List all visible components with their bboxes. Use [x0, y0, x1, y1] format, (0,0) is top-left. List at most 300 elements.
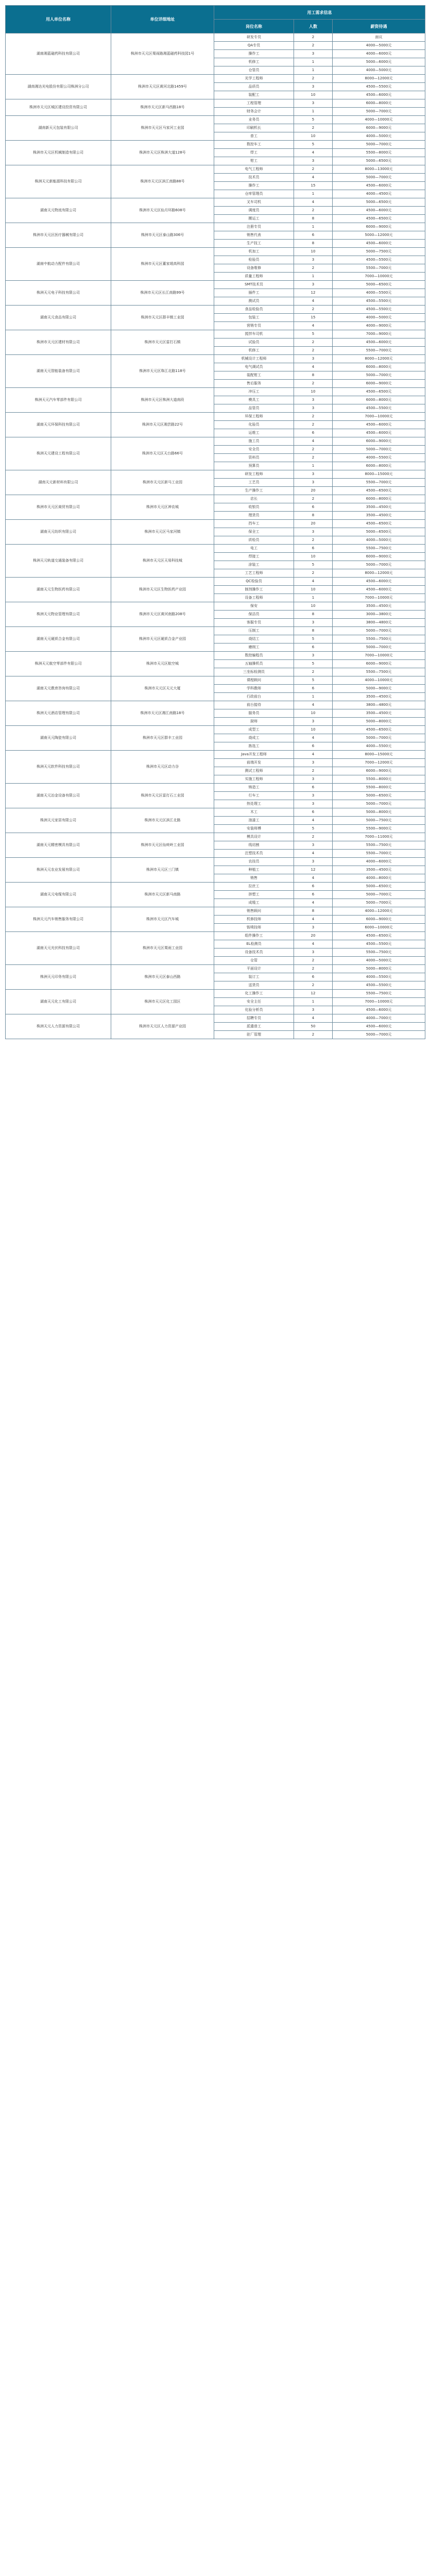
table-row	[6, 652, 425, 660]
job-position: 模具设计	[214, 833, 294, 841]
job-position: 组件操作工	[214, 932, 294, 940]
job-salary: 5500—8000元	[333, 784, 425, 792]
job-count: 2	[294, 347, 333, 355]
job-salary: 5000—7000元	[333, 108, 425, 116]
job-count: 8	[294, 371, 333, 380]
job-salary: 5000—7000元	[333, 141, 425, 149]
job-salary: 3500—4500元	[333, 709, 425, 718]
company-name: 株洲天元家居有限公司	[6, 808, 111, 833]
job-salary: 8000—12000元	[333, 355, 425, 363]
company-address: 株洲市天元区黄河南路208号	[111, 602, 214, 627]
job-position: 调度员	[214, 207, 294, 215]
job-salary: 5000—12000元	[333, 231, 425, 240]
job-salary: 5000—7000元	[333, 899, 425, 907]
job-count: 5	[294, 141, 333, 149]
job-salary: 5000—7000元	[333, 800, 425, 808]
job-salary: 5000—6500元	[333, 198, 425, 207]
job-position: 检验员	[214, 256, 294, 264]
job-salary: 6000—8000元	[333, 462, 425, 470]
company-name: 株洲天元印务有限公司	[6, 965, 111, 990]
job-salary: 7000—12000元	[333, 759, 425, 767]
job-position: 拣选工	[214, 742, 294, 751]
company-name: 株洲天元电子科技有限公司	[6, 281, 111, 306]
job-salary: 4500—6000元	[333, 429, 425, 437]
job-position: 驻厂管理	[214, 1031, 294, 1039]
job-position: 招聘专员	[214, 1014, 294, 1023]
job-position: 营销专员	[214, 322, 294, 330]
job-salary: 7000—10000元	[333, 594, 425, 602]
job-count: 8	[294, 512, 333, 520]
job-count: 10	[294, 388, 333, 396]
header-salary: 薪资待遇	[333, 20, 425, 33]
job-count: 15	[294, 182, 333, 190]
company-address: 株洲市天元区黄河北路1459号	[111, 75, 214, 99]
job-position: 装订工	[214, 973, 294, 981]
job-salary: 4000—5000元	[333, 536, 425, 545]
company-name: 湖南天元电缆有限公司	[6, 883, 111, 907]
company-name: 株洲市天元区医疗器械有限公司	[6, 223, 111, 248]
job-count: 3	[294, 800, 333, 808]
job-count: 2	[294, 165, 333, 174]
company-name: 湖南天元教育咨询有限公司	[6, 676, 111, 701]
job-count: 4	[294, 817, 333, 825]
job-count: 5	[294, 330, 333, 338]
job-salary: 3500—4500元	[333, 503, 425, 512]
job-position: 电气工程师	[214, 165, 294, 174]
job-position: 理货员	[214, 512, 294, 520]
table-row	[6, 355, 425, 363]
job-count: 6	[294, 503, 333, 512]
job-count: 2	[294, 380, 333, 388]
table-row	[6, 1014, 425, 1023]
table-row	[6, 165, 425, 174]
table-row	[6, 281, 425, 289]
company-address: 株洲市天元区泰山路306号	[111, 223, 214, 248]
job-salary: 4500—5500元	[333, 256, 425, 264]
job-count: 10	[294, 726, 333, 734]
job-salary: 4000—6000元	[333, 858, 425, 866]
job-position: 销售	[214, 874, 294, 883]
job-count: 4	[294, 734, 333, 742]
company-address: 株洲市天元区雷打石镇	[111, 330, 214, 355]
job-count: 4	[294, 701, 333, 709]
job-salary: 3500—4500元	[333, 866, 425, 874]
job-salary: 5500—8000元	[333, 149, 425, 157]
job-position: 焊工	[214, 149, 294, 157]
job-count: 6	[294, 429, 333, 437]
job-position: 送货员	[214, 981, 294, 990]
job-salary: 5000—8000元	[333, 718, 425, 726]
company-name: 株洲市天元区建材有限公司	[6, 330, 111, 355]
job-salary: 6000—9000元	[333, 553, 425, 561]
job-position: 销售代表	[214, 231, 294, 240]
job-position: 设备技术员	[214, 948, 294, 957]
job-salary: 5000—8000元	[333, 808, 425, 817]
company-address: 株洲市天元区天台路66号	[111, 437, 214, 470]
job-salary: 6000—8000元	[333, 396, 425, 404]
job-position: 油漆工	[214, 817, 294, 825]
job-position: 资料员	[214, 454, 294, 462]
job-position: 实施工程师	[214, 775, 294, 784]
job-salary: 4500—5500元	[333, 297, 425, 306]
table-row	[6, 602, 425, 611]
job-count: 4	[294, 578, 333, 586]
job-position: 装配工	[214, 91, 294, 99]
job-position: 涂装工	[214, 561, 294, 569]
company-name: 湖南天元生物医药有限公司	[6, 578, 111, 602]
job-count: 1	[294, 998, 333, 1006]
job-count: 2	[294, 454, 333, 462]
company-address: 株洲市天元区航空城	[111, 652, 214, 676]
company-address: 株洲市天元区新马工业园	[111, 470, 214, 495]
table-row	[6, 784, 425, 792]
job-salary: 4000—5500元	[333, 289, 425, 297]
job-count: 3	[294, 718, 333, 726]
job-count: 12	[294, 866, 333, 874]
job-position: 机修工	[214, 58, 294, 66]
table-row	[6, 248, 425, 256]
job-position: 厨师	[214, 718, 294, 726]
job-count: 3	[294, 281, 333, 289]
job-count: 2	[294, 338, 333, 347]
company-address: 株洲市天元区汽车城	[111, 907, 214, 932]
job-salary: 4500—6500元	[333, 215, 425, 223]
job-salary: 4000—10000元	[333, 116, 425, 124]
job-position: 磨削工	[214, 643, 294, 652]
job-count: 2	[294, 264, 333, 273]
job-salary: 5500—8000元	[333, 775, 425, 784]
company-address: 株洲市天元区雷打石工业园	[111, 784, 214, 808]
job-count: 3	[294, 83, 333, 91]
job-count: 20	[294, 487, 333, 495]
table-row	[6, 495, 425, 503]
job-salary: 4000—7000元	[333, 1014, 425, 1023]
job-position: Java开发工程师	[214, 751, 294, 759]
table-row	[6, 676, 425, 685]
job-salary: 5000—7000元	[333, 446, 425, 454]
job-count: 3	[294, 792, 333, 800]
job-position: SMT技术员	[214, 281, 294, 289]
job-count: 2	[294, 207, 333, 215]
job-position: 热处理工	[214, 800, 294, 808]
table-row	[6, 437, 425, 446]
job-position: 环保工程师	[214, 413, 294, 421]
job-salary: 5500—7500元	[333, 668, 425, 676]
job-position: 数控编程员	[214, 652, 294, 660]
company-name: 株洲天元软件科技有限公司	[6, 751, 111, 784]
job-position: 机械设计工程师	[214, 355, 294, 363]
company-address: 株洲市天元区长江南路99号	[111, 281, 214, 306]
job-count: 2	[294, 981, 333, 990]
job-salary: 4000—5500元	[333, 742, 425, 751]
job-count: 3	[294, 157, 333, 165]
company-name: 湖南天元环保科技有限公司	[6, 413, 111, 437]
job-position: 插件工	[214, 289, 294, 297]
company-name: 湖南天元新材料有限公司	[6, 470, 111, 495]
job-position: 质检员	[214, 536, 294, 545]
company-address: 株洲市天元区三门镇	[111, 858, 214, 883]
job-count: 4	[294, 322, 333, 330]
job-salary: 4500—6000元	[333, 421, 425, 429]
job-position: 客服专员	[214, 619, 294, 627]
job-salary: 5000—6500元	[333, 157, 425, 165]
company-name: 湖南新天元包装有限公司	[6, 116, 111, 141]
job-position: 化验分析员	[214, 1006, 294, 1014]
table-row	[6, 75, 425, 83]
job-salary: 4000—4500元	[333, 190, 425, 198]
job-salary: 8000—15000元	[333, 751, 425, 759]
job-position: 压制工	[214, 627, 294, 635]
job-count: 20	[294, 932, 333, 940]
job-count: 2	[294, 668, 333, 676]
job-count: 50	[294, 1023, 333, 1031]
job-salary: 6000—9000元	[333, 916, 425, 924]
company-address: 株洲市天元区群丰工业园	[111, 726, 214, 751]
job-salary: 4000—5000元	[333, 314, 425, 322]
job-salary: 4500—5500元	[333, 404, 425, 413]
company-name: 湖南天元硬质合金有限公司	[6, 627, 111, 652]
job-count: 4	[294, 940, 333, 948]
job-position: 种植工	[214, 866, 294, 874]
job-salary: 3500—4500元	[333, 693, 425, 701]
job-salary: 8000—13000元	[333, 165, 425, 174]
table-row	[6, 808, 425, 817]
job-count: 2	[294, 42, 333, 50]
table-row	[6, 141, 425, 149]
job-position: 叉车司机	[214, 198, 294, 207]
job-count: 4	[294, 198, 333, 207]
job-salary: 5000—6500元	[333, 792, 425, 800]
job-count: 2	[294, 33, 333, 42]
job-salary: 5500—7000元	[333, 264, 425, 273]
company-name: 株洲天元轨道交通装备有限公司	[6, 545, 111, 578]
job-count: 6	[294, 643, 333, 652]
job-count: 2	[294, 446, 333, 454]
job-position: 注册专员	[214, 223, 294, 231]
job-count: 2	[294, 833, 333, 841]
job-count: 1	[294, 223, 333, 231]
job-count: 4	[294, 1014, 333, 1023]
company-name: 湖南湘达光电股份有限公司株洲分公司	[6, 75, 111, 99]
job-count: 3	[294, 1006, 333, 1014]
job-position: 安全员	[214, 446, 294, 454]
job-position: 机加工	[214, 248, 294, 256]
job-position: 研发工程师	[214, 470, 294, 479]
job-position: 三坐标检测员	[214, 668, 294, 676]
job-count: 4	[294, 174, 333, 182]
company-address: 株洲市天元区新马西路18号	[111, 99, 214, 116]
company-address: 株洲市天元区株洲大道南段	[111, 388, 214, 413]
job-count: 3	[294, 652, 333, 660]
job-salary: 4000—5500元	[333, 973, 425, 981]
job-position: 操作工	[214, 50, 294, 58]
job-count: 10	[294, 602, 333, 611]
job-count: 2	[294, 306, 333, 314]
company-name: 株洲天元人力资源有限公司	[6, 1014, 111, 1039]
job-count: 3	[294, 775, 333, 784]
job-count: 4	[294, 149, 333, 157]
job-position: 测试员	[214, 297, 294, 306]
job-count: 4	[294, 899, 333, 907]
job-position: 保安	[214, 602, 294, 611]
job-position: 设备维修	[214, 264, 294, 273]
job-salary: 4500—5500元	[333, 83, 425, 91]
job-count: 3	[294, 396, 333, 404]
job-position: 技术员	[214, 174, 294, 182]
job-salary: 4000—5500元	[333, 454, 425, 462]
company-address: 株洲市天元区仙月环路608号	[111, 198, 214, 223]
company-address: 株洲市天元区珠江北路118号	[111, 355, 214, 388]
job-salary: 6000—8000元	[333, 363, 425, 371]
job-salary: 4000—5000元	[333, 132, 425, 141]
job-position: 品管员	[214, 404, 294, 413]
table-row	[6, 627, 425, 635]
job-salary: 5000—7000元	[333, 561, 425, 569]
table-row	[6, 99, 425, 108]
job-salary: 4500—6000元	[333, 182, 425, 190]
job-count: 3	[294, 479, 333, 487]
job-salary: 4500—6500元	[333, 726, 425, 734]
table-row	[6, 33, 425, 42]
job-position: 设备工程师	[214, 594, 294, 602]
job-salary: 5000—8000元	[333, 965, 425, 973]
job-position: 仓管员	[214, 66, 294, 75]
job-position: 工程管理	[214, 99, 294, 108]
job-table-body	[6, 33, 425, 1039]
table-row	[6, 858, 425, 866]
job-position: 钣喷技师	[214, 924, 294, 932]
company-address: 株洲市天元区人力资源产业园	[111, 1014, 214, 1039]
job-salary: 5500—7000元	[333, 479, 425, 487]
job-position: 冲压工	[214, 388, 294, 396]
job-salary: 6000—9000元	[333, 767, 425, 775]
job-position: 钳工	[214, 157, 294, 165]
job-table	[5, 5, 425, 1039]
job-position: 服务员	[214, 709, 294, 718]
job-salary: 6000—8000元	[333, 495, 425, 503]
job-count: 5	[294, 116, 333, 124]
job-count: 2	[294, 957, 333, 965]
company-address: 株洲市天元区湘江南路18号	[111, 701, 214, 726]
company-name: 株洲天元农业发展有限公司	[6, 858, 111, 883]
job-position: 前台接待	[214, 701, 294, 709]
company-name: 湖南天元物流有限公司	[6, 198, 111, 223]
job-salary: 5000—6500元	[333, 528, 425, 536]
company-address: 株洲市天元区栗雨路湘蓝磁药科技园1号	[111, 33, 214, 75]
job-count: 3	[294, 858, 333, 866]
company-address: 株洲市天元区硬质合金产业园	[111, 627, 214, 652]
job-position: 挤塑工	[214, 891, 294, 899]
job-salary: 7000—10000元	[333, 652, 425, 660]
job-position: 机修工	[214, 347, 294, 355]
job-position: 试验员	[214, 338, 294, 347]
job-salary: 4500—6000元	[333, 207, 425, 215]
job-salary: 4500—6000元	[333, 91, 425, 99]
company-address: 株洲市天元区天元大厦	[111, 676, 214, 701]
job-count: 3	[294, 841, 333, 850]
job-count: 6	[294, 973, 333, 981]
job-count: 6	[294, 545, 333, 553]
job-position: 品质员	[214, 83, 294, 91]
job-count: 5	[294, 561, 333, 569]
table-row	[6, 932, 425, 940]
job-count: 5	[294, 660, 333, 668]
job-count: 2	[294, 421, 333, 429]
job-salary: 5000—7000元	[333, 643, 425, 652]
table-row	[6, 701, 425, 709]
job-position: 仓库管理员	[214, 190, 294, 198]
job-position: 五轴操机员	[214, 660, 294, 668]
job-count: 3	[294, 50, 333, 58]
job-position: 学科教师	[214, 685, 294, 693]
table-row	[6, 470, 425, 479]
table-row	[6, 223, 425, 231]
job-position: QA专员	[214, 42, 294, 50]
job-salary: 7000—10000元	[333, 413, 425, 421]
job-salary: 6000—10000元	[333, 924, 425, 932]
job-salary: 5500—9000元	[333, 825, 425, 833]
job-position: 成缆工	[214, 899, 294, 907]
job-position: 生产技工	[214, 240, 294, 248]
job-position: QC检验员	[214, 578, 294, 586]
job-position: 行车工	[214, 792, 294, 800]
table-row	[6, 965, 425, 973]
job-count: 10	[294, 553, 333, 561]
company-name: 株洲天元新能源科技有限公司	[6, 165, 111, 198]
job-salary: 4500—6000元	[333, 1023, 425, 1031]
job-count: 1	[294, 273, 333, 281]
company-name: 湖南天元食品有限公司	[6, 306, 111, 330]
job-count: 2	[294, 965, 333, 973]
table-row	[6, 330, 425, 338]
company-address: 株洲市天元区栗雨工业园	[111, 932, 214, 965]
job-position: 施工员	[214, 437, 294, 446]
company-name: 湖南天元冶金设备有限公司	[6, 784, 111, 808]
job-count: 8	[294, 627, 333, 635]
job-salary: 5500—7000元	[333, 850, 425, 858]
company-address: 株洲市天元区董家塅高科园	[111, 248, 214, 281]
company-address: 株洲市天元区湘芸路22号	[111, 413, 214, 437]
table-row	[6, 883, 425, 891]
job-salary: 7000—10000元	[333, 998, 425, 1006]
job-position: 挡车工	[214, 520, 294, 528]
job-count: 4	[294, 437, 333, 446]
company-address: 株洲市天元区动力谷	[111, 751, 214, 784]
company-name: 株洲市天元区城区建设投资有限公司	[6, 99, 111, 116]
job-salary: 5500—7500元	[333, 990, 425, 998]
company-address: 株洲市天元区滨江南路88号	[111, 165, 214, 198]
job-position: 行政前台	[214, 693, 294, 701]
job-salary: 8000—12000元	[333, 569, 425, 578]
job-count: 10	[294, 91, 333, 99]
company-name: 湖南天元精密模具有限公司	[6, 833, 111, 858]
job-salary: 4500—6000元	[333, 1006, 425, 1014]
company-name: 湖南天元纺织有限公司	[6, 520, 111, 545]
company-name: 株洲天元物业管理有限公司	[6, 602, 111, 627]
job-count: 3	[294, 404, 333, 413]
job-count: 15	[294, 314, 333, 322]
job-position: 搅拌车司机	[214, 330, 294, 338]
job-position: 包装工	[214, 314, 294, 322]
job-position: 电工	[214, 545, 294, 553]
job-position: 收银员	[214, 503, 294, 512]
company-address: 株洲市天元区神农城	[111, 495, 214, 520]
company-address: 株洲市天元区仙庾岭工业园	[111, 833, 214, 858]
job-position: 光学工程师	[214, 75, 294, 83]
job-salary: 3800—4800元	[333, 701, 425, 709]
job-count: 10	[294, 248, 333, 256]
job-salary: 8000—15000元	[333, 470, 425, 479]
